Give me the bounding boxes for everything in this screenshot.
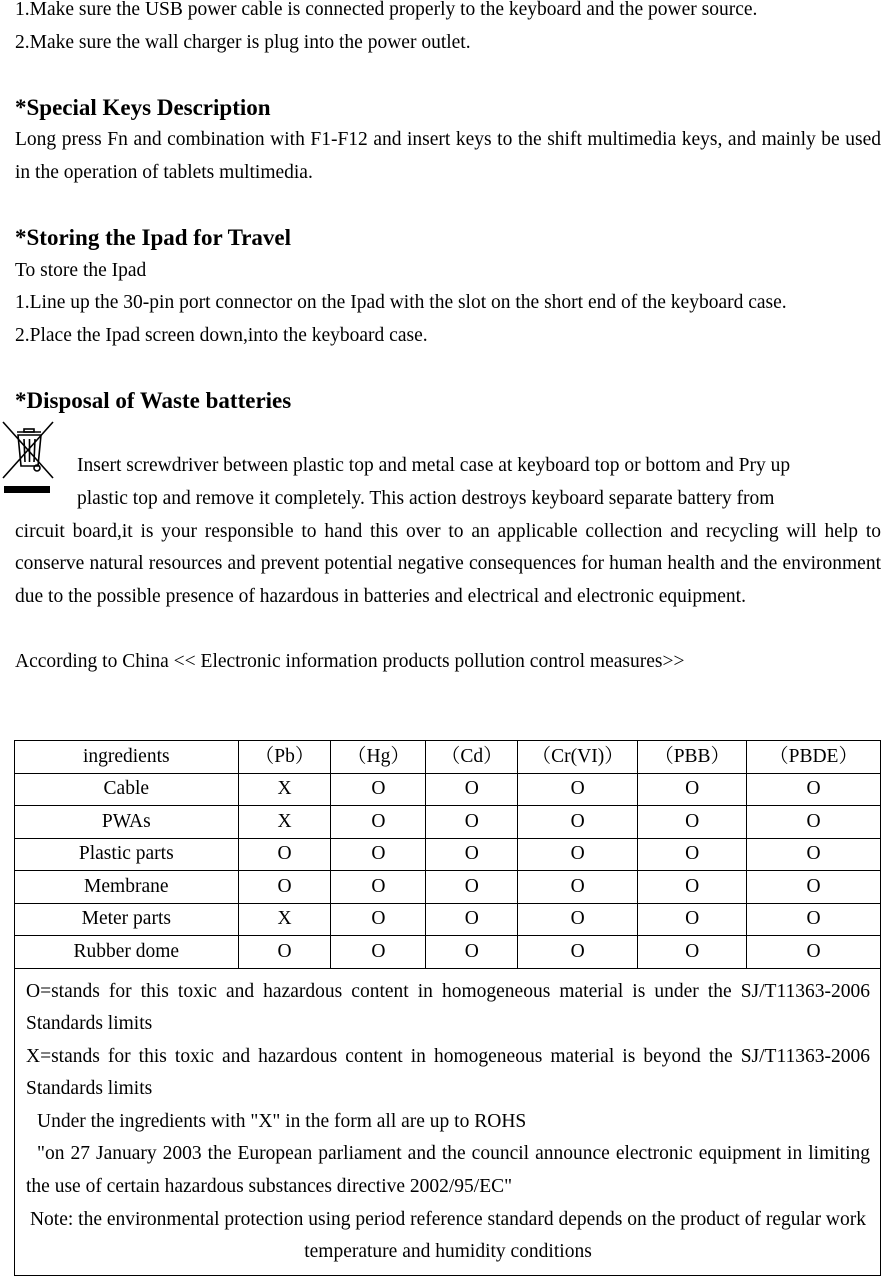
cell: O: [238, 838, 331, 871]
table-row: [15, 903, 881, 936]
intro-line-1: 1.Make sure the USB power cable is connected properly to the keyboard and the power source.: [15, 0, 758, 20]
cell-ingredient: Meter parts: [15, 903, 239, 936]
cell: O: [426, 838, 518, 871]
table-notes: [15, 968, 881, 1275]
cell-ingredient: Cable: [15, 773, 239, 806]
disposal-line-1: Insert screwdriver between plastic top and metal case at keyboard top or bottom and Pry up: [77, 455, 791, 477]
cell: O: [518, 773, 638, 806]
storing-line-2: 1.Line up the 30-pin port connector on the Ipad with the slot on the short end of the keyboard case.: [15, 292, 787, 314]
disposal-rest: circuit board,it is your responsible to hand this over to an applicable collection and recycling will help to conserve natural resources and prevent potential negative consequences for human health and the environment due to the possible presence of hazardous in batteries and electrical and electronic equipment.: [15, 520, 881, 607]
table-row: [15, 806, 881, 839]
header-pbde: （PBDE）: [747, 741, 881, 774]
cell: O: [747, 838, 881, 871]
cell: O: [747, 936, 881, 969]
cell: O: [426, 871, 518, 904]
cell: O: [238, 871, 331, 904]
cell: O: [238, 936, 331, 969]
disposal-section: [15, 418, 881, 614]
crossed-out-wheelie-bin-icon: [0, 420, 58, 502]
cell: X: [238, 903, 331, 936]
cell: O: [331, 838, 426, 871]
table-row: [15, 871, 881, 904]
cell: O: [331, 936, 426, 969]
cell: O: [426, 936, 518, 969]
cell: O: [331, 903, 426, 936]
cell: O: [331, 871, 426, 904]
cell: O: [518, 806, 638, 839]
cell: O: [638, 806, 747, 839]
cell: O: [638, 871, 747, 904]
cell: O: [638, 903, 747, 936]
note-o-definition: O=stands for this toxic and hazardous content in homogeneous material is under the SJ/T11363-2006 Standards limits: [26, 980, 870, 1035]
note-x-definition: X=stands for this toxic and hazardous content in homogeneous material is beyond the SJ/T11363-2006 Standards limits: [26, 1045, 870, 1100]
storing-line-1: To store the Ipad: [15, 259, 147, 281]
cell: O: [518, 871, 638, 904]
disposal-line-2: plastic top and remove it completely. This action destroys keyboard separate battery from: [77, 487, 775, 509]
cell: O: [638, 773, 747, 806]
table-notes-row: [15, 968, 881, 1275]
manual-page: [15, 0, 881, 678]
cell-ingredient: Rubber dome: [15, 936, 239, 969]
cell: O: [426, 773, 518, 806]
cell: O: [747, 903, 881, 936]
header-ingredients: ingredients: [15, 741, 239, 774]
header-crvi: （Cr(VI)）: [518, 741, 638, 774]
note-directive: "on 27 January 2003 the European parliament and the council announce electronic equipment in limiting the use of certain hazardous substances directive 2002/95/EC": [26, 1143, 870, 1198]
hazardous-substances-table: [14, 740, 881, 1276]
cell: O: [638, 936, 747, 969]
cell: O: [747, 871, 881, 904]
cell-ingredient: Plastic parts: [15, 838, 239, 871]
header-pbb: （PBB）: [638, 741, 747, 774]
cell: O: [426, 806, 518, 839]
note-rohs: Under the ingredients with "X" in the form all are up to ROHS: [37, 1110, 527, 1132]
special-keys-body: Long press Fn and combination with F1-F12 and insert keys to the shift multimedia keys, and mainly be used in the operation of tablets multimedia.: [15, 129, 881, 183]
special-keys-heading: *Special Keys Description: [15, 94, 271, 120]
cell: O: [747, 806, 881, 839]
header-hg: （Hg）: [331, 741, 426, 774]
cell: O: [331, 773, 426, 806]
cell: O: [747, 773, 881, 806]
header-cd: （Cd）: [426, 741, 518, 774]
table-row: [15, 936, 881, 969]
storing-heading: *Storing the Ipad for Travel: [15, 225, 292, 251]
storing-line-3: 2.Place the Ipad screen down,into the keyboard case.: [15, 324, 428, 346]
note-environmental: Note: the environmental protection using period reference standard depends on the product of regular work temperature and humidity conditions: [29, 1208, 867, 1263]
cell: O: [518, 903, 638, 936]
cell-ingredient: Membrane: [15, 871, 239, 904]
cell: X: [238, 773, 331, 806]
cell: X: [238, 806, 331, 839]
cell: O: [426, 903, 518, 936]
china-statement: According to China << Electronic information products pollution control measures>>: [15, 650, 685, 672]
cell: O: [518, 936, 638, 969]
table-row: [15, 773, 881, 806]
intro-line-2: 2.Make sure the wall charger is plug into the power outlet.: [15, 31, 471, 53]
cell: O: [331, 806, 426, 839]
table-row: [15, 838, 881, 871]
cell: O: [638, 838, 747, 871]
header-pb: （Pb）: [238, 741, 331, 774]
cell-ingredient: PWAs: [15, 806, 239, 839]
table-header-row: [15, 741, 881, 774]
disposal-heading: *Disposal of Waste batteries: [15, 388, 292, 414]
cell: O: [518, 838, 638, 871]
